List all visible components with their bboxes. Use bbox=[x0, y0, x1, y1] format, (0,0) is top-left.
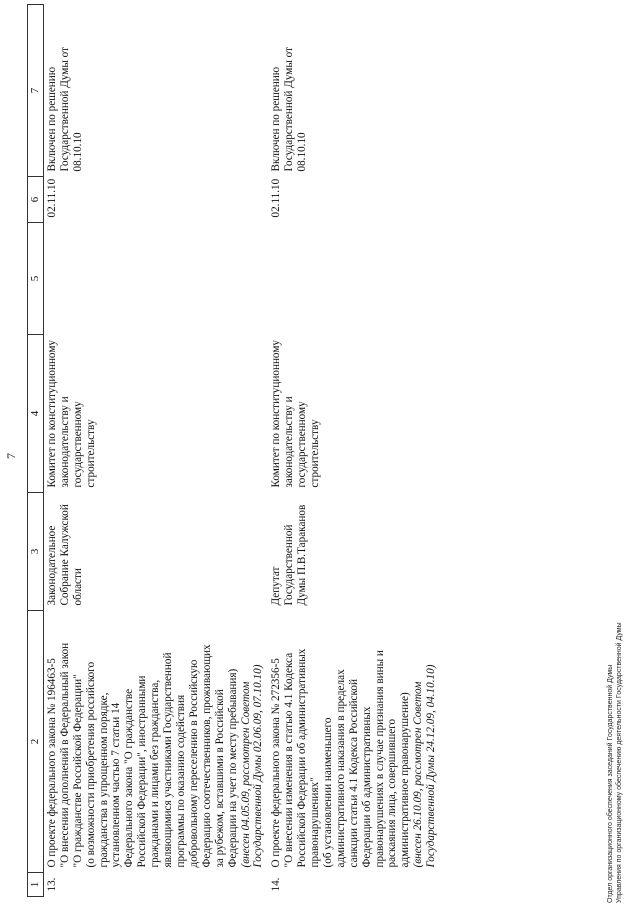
column-header: 2 bbox=[28, 611, 44, 873]
bill-text-line: (об установлении наименьшего bbox=[321, 717, 334, 868]
date: 02.11.10 bbox=[270, 178, 283, 218]
bill-note-line: Государственной Думы 24.12.09, 04.10.10) bbox=[425, 664, 438, 868]
header-row bbox=[28, 5, 44, 897]
bill-text-line: Федерацию соотечественников, проживающих bbox=[200, 644, 213, 868]
bill-text-line: раскаяния лица, совершившего bbox=[386, 718, 399, 868]
bill-text-line: за рубежом, вставшими в Российской bbox=[213, 689, 226, 868]
bill-text-line: установленном частью 7 статьи 14 bbox=[110, 702, 123, 868]
column-5-cell bbox=[268, 223, 441, 335]
row-number: 13. bbox=[45, 877, 58, 892]
bill-text-line: правонарушениях в случае признания вины и bbox=[373, 650, 386, 868]
table-row bbox=[43, 5, 268, 897]
bill-note-line: (внесен 04.05.09, рассмотрен Советом bbox=[239, 681, 252, 868]
column-header: 1 bbox=[28, 873, 44, 897]
bill-note-line: (внесен 26.10.09, рассмотрен Советом bbox=[412, 681, 425, 868]
column-header: 5 bbox=[28, 223, 44, 335]
bill-number: О проекте федерального закона № 272356-5 bbox=[270, 658, 283, 868]
bill-text-line: "О гражданстве Российской Федерации" bbox=[71, 674, 84, 868]
bill-text-line: административное правонарушение) bbox=[399, 692, 412, 868]
footer-line: Управления по организационному обеспечению деятельности Государственной Думы bbox=[616, 622, 623, 903]
bill-text-line: Российской Федерации об административных bbox=[296, 648, 309, 868]
bill-text-line: Федерального закона "О гражданстве bbox=[123, 688, 136, 868]
bill-text-line: "О внесении изменения в статью 4.1 Кодекса bbox=[283, 652, 296, 868]
bill-text-line: правонарушениях" bbox=[309, 777, 322, 868]
bill-text-line: гражданства в упрощенном порядке, bbox=[97, 692, 110, 868]
column-5-cell bbox=[43, 223, 268, 335]
bill-note-line: Государственной Думы 02.06.09, 07.10.10) bbox=[252, 664, 265, 868]
bill-text-line: гражданами и лицами без гражданства, bbox=[149, 679, 162, 868]
bill-number: О проекте федерального закона № 196463-5 bbox=[45, 658, 58, 868]
bill-text-line: являющимися участниками Государственной bbox=[162, 652, 175, 868]
bill-text-line: санкции статьи 4.1 Кодекса Российской bbox=[347, 679, 360, 868]
bill-text-line: программы по оказанию содействия bbox=[174, 694, 187, 868]
bill-text-line: "О внесении дополнений в Федеральный закон bbox=[58, 642, 71, 868]
bill-text-line: (о возможности приобретения российского bbox=[84, 661, 97, 868]
committee: Комитет по конституционному законодательству и государственному строительству bbox=[45, 340, 97, 488]
bill-text-line: Федерации на учет по месту пребывания) bbox=[226, 668, 239, 868]
decision: Включен по решению Государственной Думы от 08.10.10 bbox=[270, 46, 309, 172]
date: 02.11.10 bbox=[45, 178, 58, 218]
bill-text-line: административного наказания в пределах bbox=[334, 669, 347, 868]
footer-line: Отдел организационного обеспечения заседаний Государственной Думы bbox=[607, 664, 614, 903]
bill-title bbox=[43, 611, 268, 873]
table-row bbox=[268, 5, 441, 897]
bill-text-line: добровольному переселению в Российскую bbox=[187, 659, 200, 868]
footer bbox=[606, 622, 624, 903]
initiator: Законодательное Собрание Калужской области bbox=[45, 504, 84, 606]
row-number: 14. bbox=[270, 877, 283, 892]
bill-text-line: Российской Федерации", иностранными bbox=[136, 675, 149, 868]
decision: Включен по решению Государственной Думы от 08.10.10 bbox=[45, 46, 84, 172]
committee: Комитет по конституционному законодательству и государственному строительству bbox=[270, 340, 322, 488]
bill-title bbox=[268, 611, 441, 873]
agenda-table bbox=[27, 4, 441, 897]
column-header: 3 bbox=[28, 493, 44, 611]
page-number: 7 bbox=[4, 453, 18, 459]
column-header: 4 bbox=[28, 335, 44, 493]
column-header: 6 bbox=[28, 177, 44, 223]
initiator: Депутат Государственной Думы П.В.Тараканов bbox=[270, 504, 309, 606]
column-header: 7 bbox=[28, 5, 44, 177]
bill-text-line: Федерации об административных bbox=[360, 706, 373, 868]
